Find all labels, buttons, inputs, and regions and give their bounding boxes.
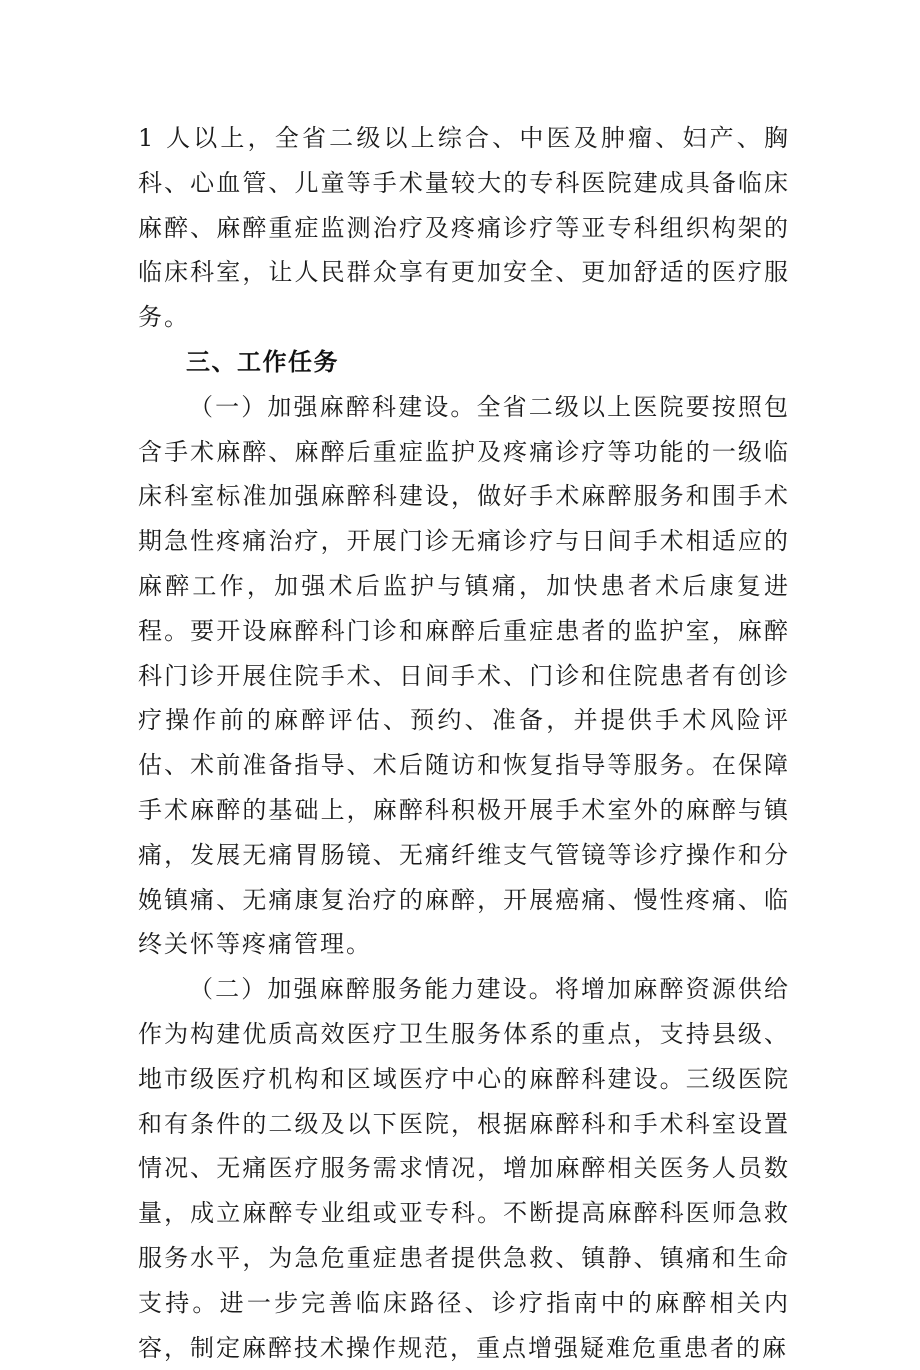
document-body (138, 116, 790, 1370)
body-paragraph-continued: 1 人以上，全省二级以上综合、中医及肿瘤、妇产、胸科、心血管、儿童等手术量较大的专科医院建成具备临床麻醉、麻醉重症监测治疗及疼痛诊疗等亚专科组织构架的临床科室，让人民群众享有更加安全、更加舒适的医疗服务。 (138, 124, 790, 332)
body-paragraph-anesthesia-dept: （一）加强麻醉科建设。全省二级以上医院要按照包含手术麻醉、麻醉后重症监护及疼痛诊疗等功能的一级临床科室标准加强麻醉科建设，做好手术麻醉服务和围手术期急性疼痛治疗，开展门诊无痛诊疗与日间手术相适应的麻醉工作，加强术后监护与镇痛，加快患者术后康复进程。要开设麻醉科门诊和麻醉后重症患者的监护室，麻醉科门诊开展住院手术、日间手术、门诊和住院患者有创诊疗操作前的麻醉评估、预约、准备，并提供手术风险评估、术前准备指导、术后随访和恢复指导等服务。在保障手术麻醉的基础上，麻醉科积极开展手术室外的麻醉与镇痛，发展无痛胃肠镜、无痛纤维支气管镜等诊疗操作和分娩镇痛、无痛康复治疗的麻醉，开展癌痛、慢性疼痛、临终关怀等疼痛管理。 (138, 392, 790, 959)
section-heading-work-tasks: 三、工作任务 (186, 347, 339, 376)
body-paragraph-service-capacity: （二）加强麻醉服务能力建设。将增加麻醉资源供给作为构建优质高效医疗卫生服务体系的重点，支持县级、地市级医疗机构和区域医疗中心的麻醉科建设。三级医院和有条件的二级及以下医院，根据麻醉科和手术科室设置情况、无痛医疗服务需求情况，增加麻醉相关医务人员数量，成立麻醉专业组或亚专科。不断提高麻醉科医师急救服务水平，为急危重症患者提供急救、镇静、镇痛和生命支持。进一步完善临床路径、诊疗指南中的麻醉相关内容，制定麻醉技术操作规范，重点增强疑难危重患者的麻 (138, 975, 790, 1362)
